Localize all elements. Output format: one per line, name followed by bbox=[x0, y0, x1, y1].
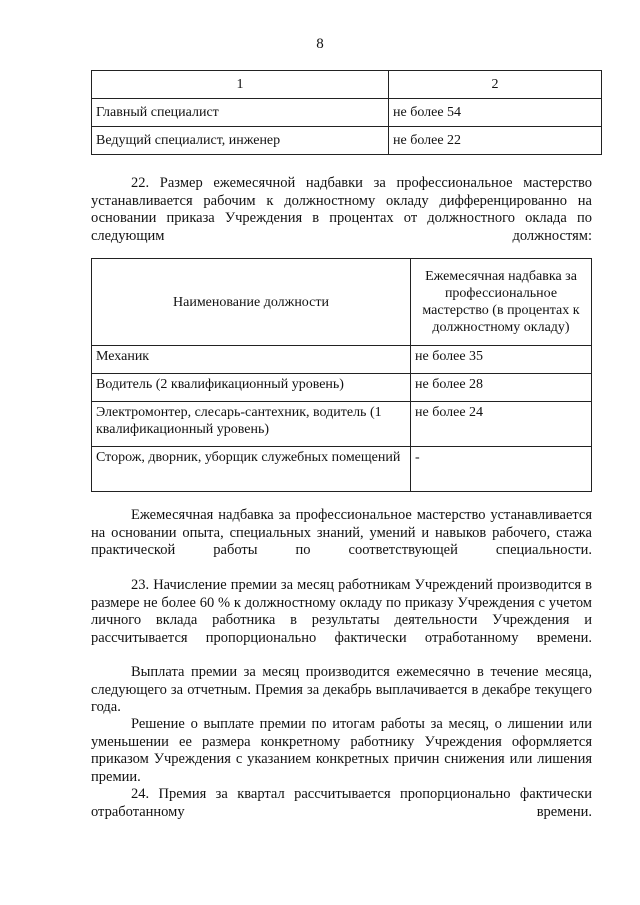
paragraph-decision: Решение о выплате премии по итогам работы за месяц, о лишении или уменьшении ее размера конкретному работнику Учреждения оформляется приказом Учреждения с указанием конкретных причин снижения или лишения премии. bbox=[91, 716, 592, 785]
table-row bbox=[92, 447, 592, 492]
header-rate: Ежемесячная надбавка за профессиональное мастерство (в процентах к должностному окладу) bbox=[411, 259, 592, 346]
rate-cell: не более 24 bbox=[411, 402, 592, 447]
position-cell: Механик bbox=[92, 346, 411, 374]
table-row bbox=[92, 127, 602, 155]
rate-cell: не более 28 bbox=[411, 374, 592, 402]
rate-cell: не более 54 bbox=[389, 99, 602, 127]
table-header-row bbox=[92, 259, 592, 346]
paragraph-24: 24. Премия за квартал рассчитывается пропорционально фактически отработанному времени. bbox=[91, 786, 592, 820]
rate-cell: не более 35 bbox=[411, 346, 592, 374]
table-header-row bbox=[92, 71, 602, 99]
position-cell: Главный специалист bbox=[92, 99, 389, 127]
header-position: Наименование должности bbox=[92, 259, 411, 346]
paragraph-bonus-basis: Ежемесячная надбавка за профессиональное мастерство устанавливается на основании опыта, специальных знаний, умений и навыков рабочего, стажа практической работы по соответствующей специальности. bbox=[91, 507, 592, 559]
table-row bbox=[92, 402, 592, 447]
table-row bbox=[92, 346, 592, 374]
position-cell: Сторож, дворник, уборщик служебных помещений bbox=[92, 447, 411, 492]
column-number-1: 1 bbox=[92, 71, 389, 99]
rate-cell: - bbox=[411, 447, 592, 492]
paragraph-payment: Выплата премии за месяц производится ежемесячно в течение месяца, следующего за отчетным. Премия за декабрь выплачивается в декабре текущего года. bbox=[91, 664, 592, 716]
page-number: 8 bbox=[316, 36, 324, 52]
rate-cell: не более 22 bbox=[389, 127, 602, 155]
position-cell: Электромонтер, слесарь-сантехник, водитель (1 квалификационный уровень) bbox=[92, 402, 411, 447]
position-rate-table-continuation bbox=[91, 70, 602, 155]
worker-bonus-table bbox=[91, 258, 592, 492]
column-number-2: 2 bbox=[389, 71, 602, 99]
position-cell: Ведущий специалист, инженер bbox=[92, 127, 389, 155]
paragraph-22: 22. Размер ежемесячной надбавки за профессиональное мастерство устанавливается рабочим к должностному окладу дифференцированно на основании приказа Учреждения в процентах от должностного оклада по следующим должностям: bbox=[91, 175, 592, 244]
position-cell: Водитель (2 квалификационный уровень) bbox=[92, 374, 411, 402]
table-row bbox=[92, 99, 602, 127]
paragraph-23: 23. Начисление премии за месяц работникам Учреждений производится в размере не более 60 % к должностному окладу по приказу Учреждения с учетом личного вклада работника в результаты деятельности Учреждения и рассчитывается пропорционально фактически отработанному времени. bbox=[91, 577, 592, 646]
table-row bbox=[92, 374, 592, 402]
